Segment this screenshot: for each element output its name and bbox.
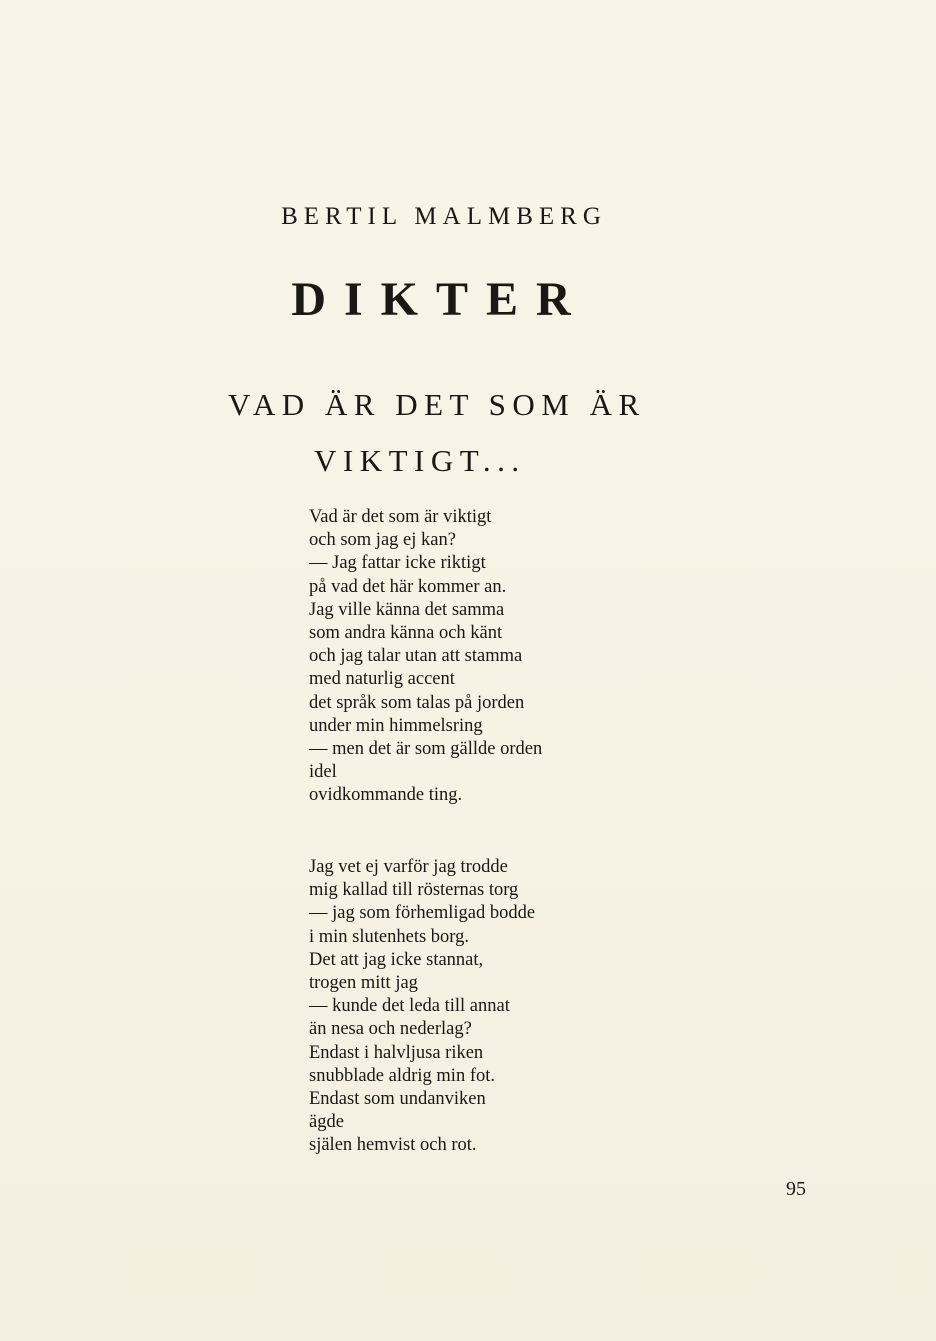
stanza-1 <box>309 506 749 808</box>
poem-line: Jag vet ej varför jag trodde <box>309 857 508 877</box>
stanza-2 <box>309 856 749 1158</box>
poem-line: som andra känna och känt <box>309 623 503 644</box>
poem-line: Det att jag icke stannat, <box>309 949 484 970</box>
page-number: 95 <box>786 1178 806 1200</box>
poem-line: — Jag fattar icke riktigt <box>309 553 486 574</box>
poem-line: Jag ville känna det samma <box>309 599 505 620</box>
poem-line: trogen mitt jag <box>309 973 418 994</box>
poem-line: idel <box>309 762 337 783</box>
author-name: BERTIL MALMBERG <box>281 203 607 230</box>
poem-line: Endast som undanviken <box>309 1089 486 1110</box>
poem-line: än nesa och nederlag? <box>309 1019 472 1040</box>
poem-line: ovidkommande ting. <box>309 785 463 806</box>
poem-line: och jag talar utan att stamma <box>309 646 523 667</box>
poem-line: — kunde det leda till annat <box>309 996 510 1017</box>
poem-title <box>228 377 748 489</box>
poem-line: mig kallad till rösternas torg <box>309 880 519 901</box>
poem-line: — jag som förhemligad bodde <box>309 903 536 924</box>
poem-line: det språk som talas på jorden <box>309 692 525 713</box>
poem-line: snubblade aldrig min fot. <box>309 1065 495 1086</box>
poem-line: Vad är det som är viktigt <box>309 507 492 527</box>
poem-line: med naturlig accent <box>309 669 455 690</box>
book-title: DIKTER <box>291 273 589 326</box>
poem-line: Endast i halvljusa riken <box>309 1042 484 1063</box>
poem-line: och som jag ej kan? <box>309 530 456 551</box>
poem-line: på vad det här kommer an. <box>309 576 507 597</box>
poem-line: ägde <box>309 1112 344 1133</box>
poem-line: i min slutenhets borg. <box>309 926 469 947</box>
poem-line: själen hemvist och rot. <box>309 1135 477 1156</box>
poem-title-line-1: VAD ÄR DET SOM ÄR <box>228 387 646 422</box>
poem-line: — men det är som gällde orden <box>309 739 543 760</box>
poem-title-line-2: VIKTIGT... <box>314 443 526 478</box>
poem-line: under min himmelsring <box>309 715 483 736</box>
